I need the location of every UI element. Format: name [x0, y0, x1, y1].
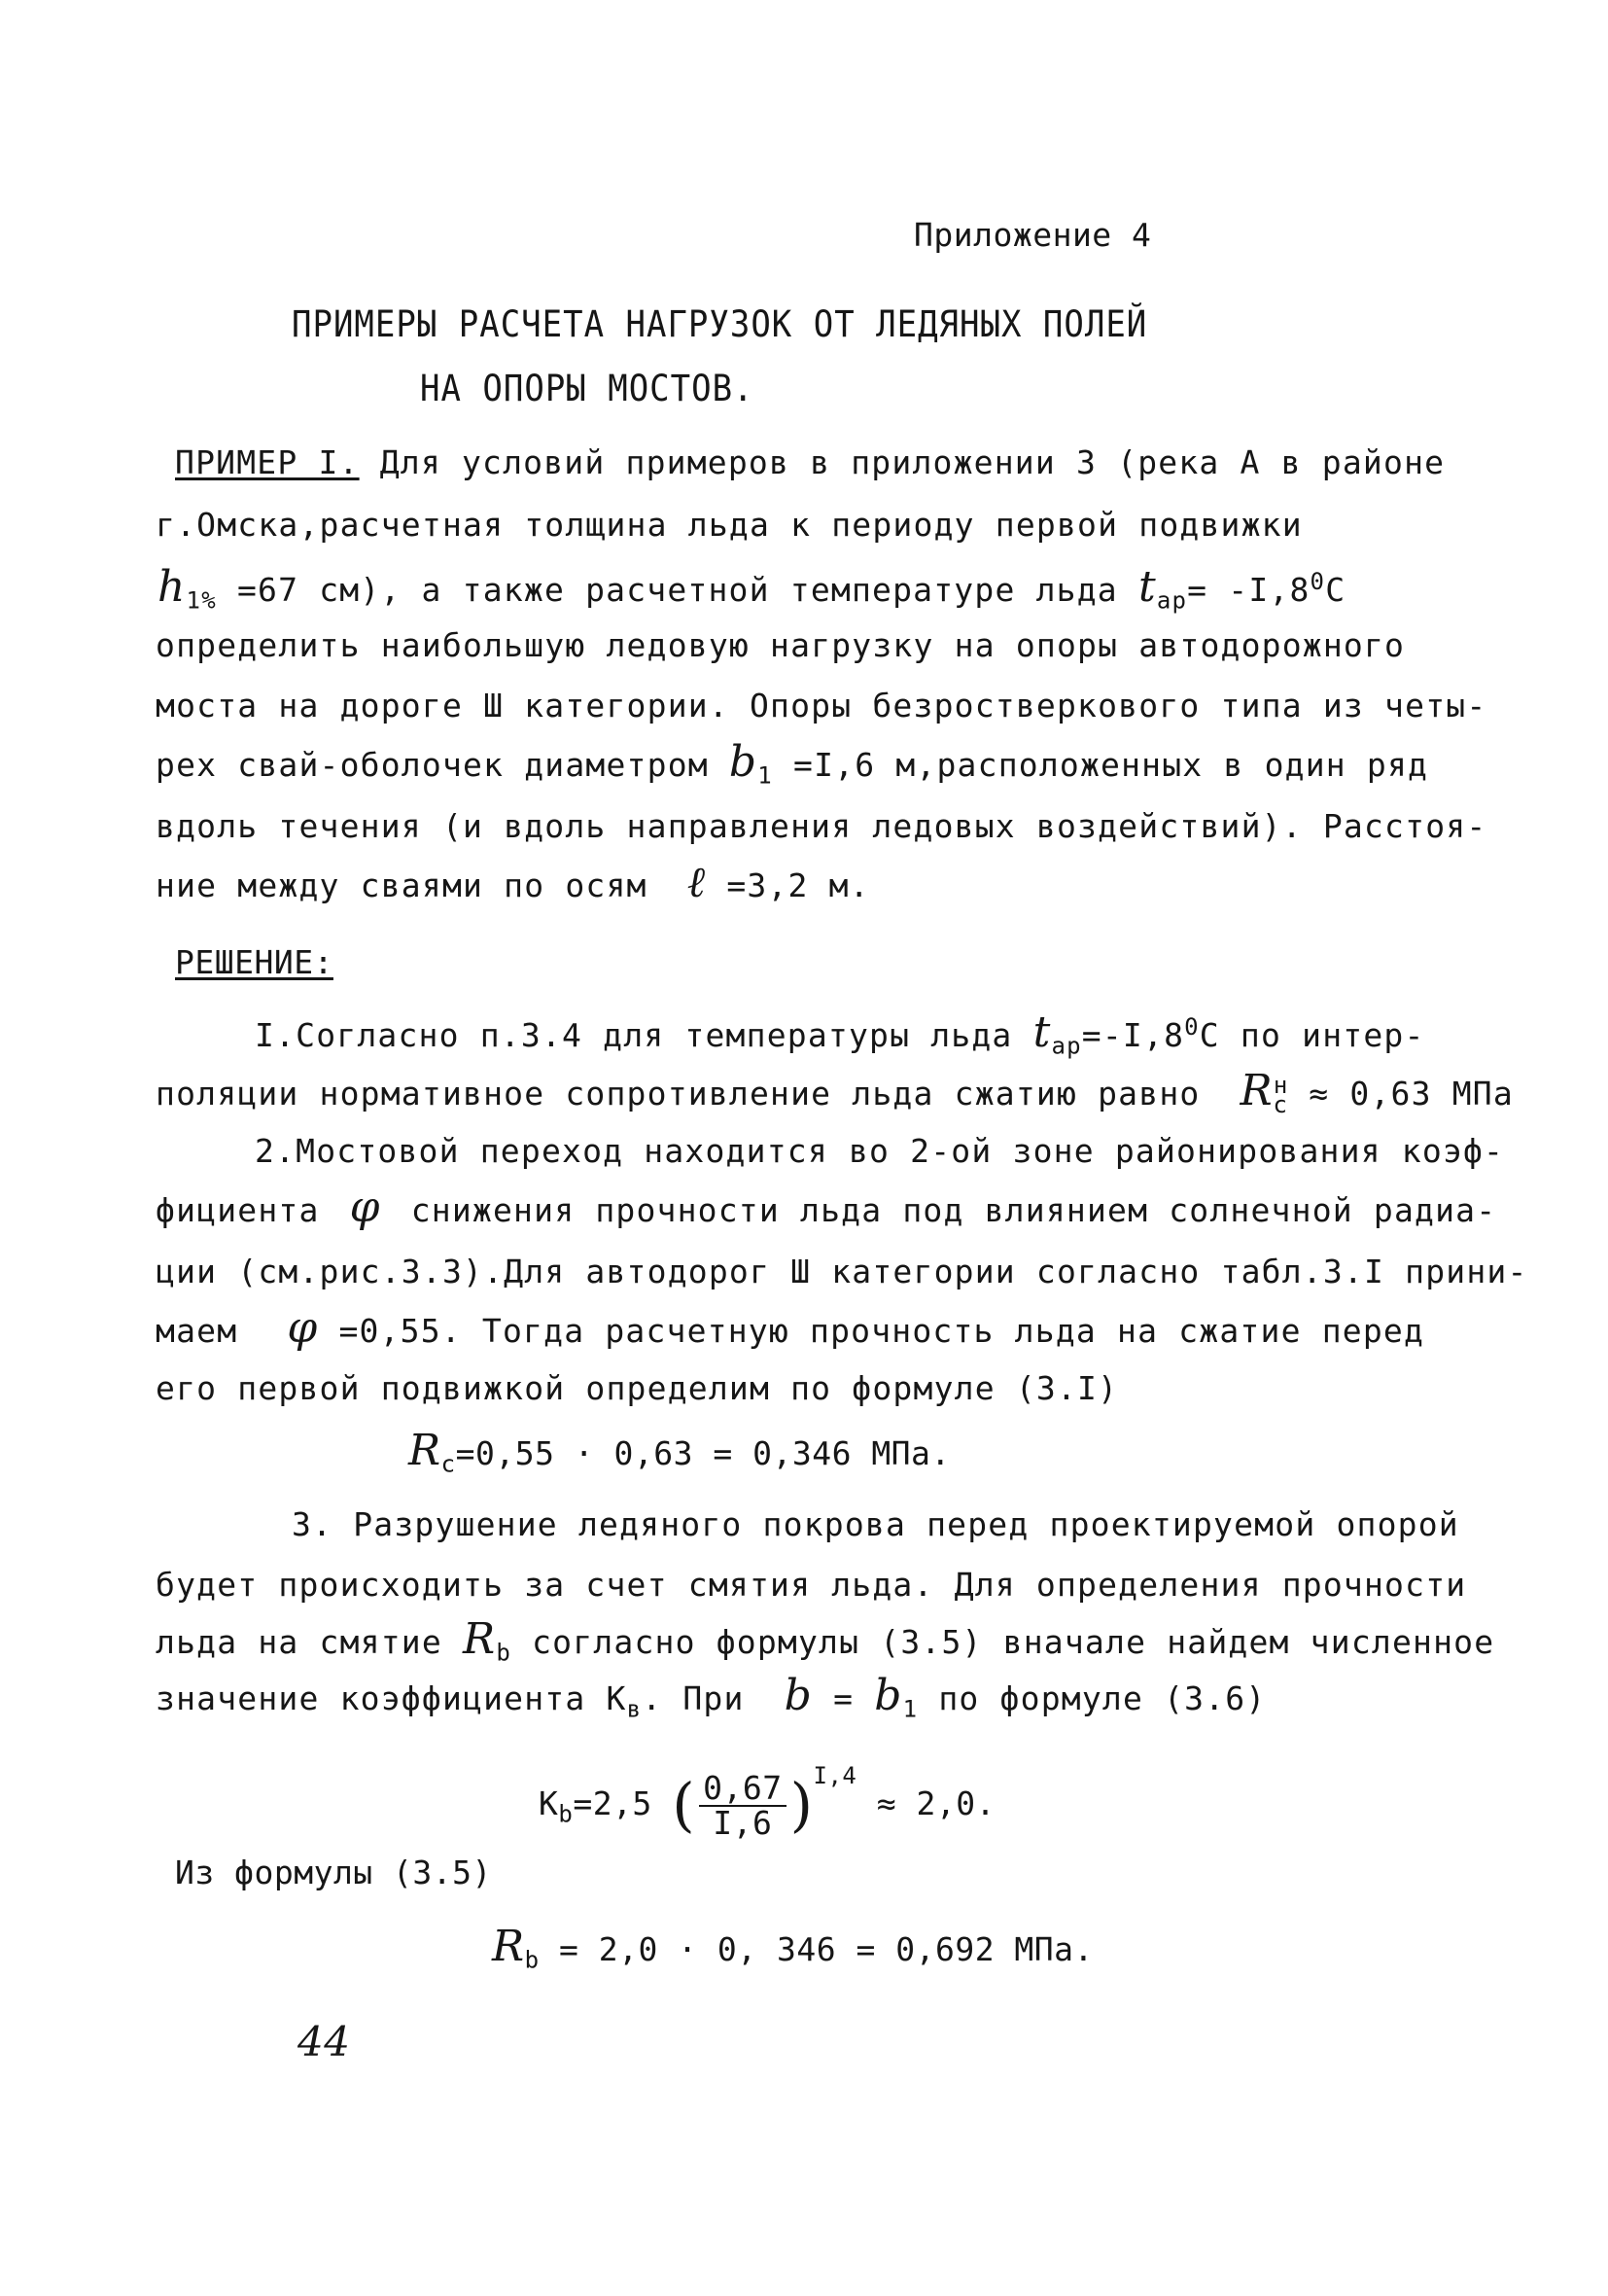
example-line-4: определить наибольшую ледовую нагрузку на опоры автодорожного	[156, 626, 1406, 664]
solution-p2-line-5: его первой подвижкой определим по формуле (3.I)	[156, 1369, 1119, 1407]
coefficient-multiplier: =2,5	[573, 1784, 652, 1822]
title-line-1: ПРИМЕРЫ РАСЧЕТА НАГРУЗОК ОТ ЛЕДЯНЫХ ПОЛЕЙ	[292, 303, 1148, 346]
example-line-6	[156, 737, 1429, 795]
temperature-symbol-2: t	[1032, 1007, 1052, 1057]
solution-p1-tail: С по интер-	[1199, 1016, 1425, 1054]
crushing-strength-expression: = 2,0 · 0, 346 = 0,692 МПа.	[558, 1930, 1094, 1968]
pile-spacing-value: =3,2 м.	[726, 866, 870, 904]
pile-diameter-value: =I,6 м,расположенных в один ряд	[793, 746, 1429, 784]
normative-superscript: н	[1273, 1072, 1289, 1099]
fraction	[699, 1768, 786, 1842]
formula-crushing-strength	[492, 1922, 1094, 1980]
solution-p2-line-2-tail: снижения прочности льда под влиянием солнечной радиа-	[410, 1191, 1497, 1229]
example-line-1	[175, 443, 1445, 482]
example-line-3	[157, 562, 1346, 620]
page-number: 44	[297, 2018, 351, 2066]
solution-p4: Из формулы (3.5)	[175, 1854, 492, 1891]
example-line-2: г.Омска,расчетная толщина льда к периоду первой подвижки	[156, 506, 1303, 544]
coefficient-label: значение коэффициента К	[156, 1679, 627, 1717]
temperature-subscript-2: ар	[1051, 1032, 1082, 1060]
phi-symbol: φ	[349, 1183, 381, 1232]
pile-spacing-symbol: ℓ	[686, 858, 707, 907]
solution-p3-line-3-text: льда на смятие	[156, 1623, 442, 1661]
solution-p1-text: I.Согласно п.3.4 для температуры льда	[255, 1016, 1013, 1054]
example-line-6-text: рех свай-оболочек диаметром	[156, 746, 709, 784]
normative-resistance-symbol: R	[1240, 1066, 1274, 1115]
ice-thickness-symbol: h	[157, 562, 187, 612]
solution-p2-line-4	[156, 1303, 1425, 1353]
right-paren: )	[789, 1771, 814, 1840]
example-line-8	[156, 858, 870, 907]
example-line-3-text: =67 см), а также расчетной температуре льда	[236, 571, 1118, 609]
ice-thickness-subscript: 1%	[186, 586, 217, 615]
solution-p2-line-4-text: маем	[156, 1312, 238, 1350]
temperature-value-2: =-I,8	[1081, 1016, 1185, 1054]
example-line-5: моста на дороге Ш категории. Опоры безростверкового типа из четы-	[156, 687, 1487, 724]
phi-symbol-2: φ	[287, 1303, 319, 1353]
temperature-value: = -I,8	[1187, 571, 1311, 609]
coefficient-lhs: К	[539, 1784, 559, 1822]
solution-heading: РЕШЕНИЕ:	[175, 943, 333, 981]
appendix-label: Приложение 4	[914, 216, 1152, 254]
equals-sign: =	[833, 1679, 855, 1717]
example-label: ПРИМЕР I.	[175, 443, 360, 481]
degree-mark-2: 0	[1184, 1013, 1200, 1041]
solution-p2-line-4-tail: =0,55. Тогда расчетную прочность льда на сжатие перед	[338, 1312, 1425, 1350]
degree-mark: 0	[1310, 568, 1326, 595]
solution-p3-line-2: будет происходить за счет смятия льда. Для определения прочности	[156, 1566, 1467, 1604]
solution-p3-line-1: 3. Разрушение ледяного покрова перед проектируемой опорой	[292, 1505, 1459, 1543]
coefficient-subscript: в	[626, 1695, 643, 1723]
pile-diameter-symbol: b	[728, 737, 758, 787]
solution-p2-line-3: ции (см.рис.3.3).Для автодорог Ш категории согласно табл.3.I прини-	[156, 1253, 1528, 1290]
solution-p1-line-2-text: поляции нормативное сопротивление льда сжатию равно	[156, 1075, 1201, 1113]
temperature-subscript: ар	[1156, 586, 1188, 615]
compressive-strength-subscript: с	[440, 1450, 456, 1478]
solution-p2-line-2-text: фициента	[156, 1191, 320, 1229]
normative-resistance-value: ≈ 0,63 МПа	[1309, 1075, 1514, 1113]
width-symbol: b	[784, 1671, 814, 1720]
solution-p1-line-2	[156, 1066, 1514, 1124]
example-text: Для условий примеров в приложении 3 (река А в районе	[379, 443, 1446, 481]
example-line-7: вдоль течения (и вдоль направления ледовых воздействий). Расстоя-	[156, 807, 1487, 845]
compressive-strength-expression: =0,55 · 0,63 = 0,346 МПа.	[455, 1434, 951, 1472]
formula-compressive-strength	[408, 1426, 951, 1484]
solution-p2-line-2	[156, 1183, 1497, 1232]
title-line-2: НА ОПОРЫ МОСТОВ.	[420, 368, 754, 410]
width-subscript-2: 1	[902, 1695, 919, 1723]
crushing-strength-symbol: R	[463, 1614, 497, 1664]
fraction-numerator: 0,67	[699, 1772, 786, 1807]
solution-p3-line-3	[156, 1614, 1495, 1673]
temperature-symbol: t	[1137, 562, 1157, 612]
crushing-strength-subscript-2: b	[524, 1946, 540, 1974]
solution-p1-line-1	[255, 1007, 1425, 1066]
exponent: I,4	[813, 1762, 857, 1789]
celsius-unit: С	[1325, 571, 1346, 609]
coefficient-lhs-subscript: b	[558, 1800, 574, 1828]
condition-text: . При	[642, 1679, 745, 1717]
crushing-strength-symbol-2: R	[492, 1922, 525, 1971]
solution-p2-line-1: 2.Мостовой переход находится во 2-ой зоне районирования коэф-	[255, 1132, 1505, 1170]
fraction-denominator: I,6	[713, 1803, 773, 1842]
formula-coefficient	[539, 1737, 996, 1854]
solution-p3-line-3-tail: согласно формулы (3.5) вначале найдем численное	[532, 1623, 1495, 1661]
width-symbol-2: b	[874, 1671, 903, 1720]
solution-p3-line-4	[156, 1671, 1267, 1729]
example-line-8-text: ние между сваями по осям	[156, 866, 647, 904]
left-paren: (	[672, 1771, 696, 1840]
pile-diameter-subscript: 1	[757, 761, 773, 790]
compressive-strength-symbol: R	[408, 1426, 441, 1475]
formula-reference: по формуле (3.6)	[938, 1679, 1267, 1717]
normative-subscript: с	[1273, 1090, 1289, 1118]
coefficient-result: ≈ 2,0.	[876, 1784, 996, 1822]
crushing-strength-subscript: b	[496, 1639, 512, 1667]
